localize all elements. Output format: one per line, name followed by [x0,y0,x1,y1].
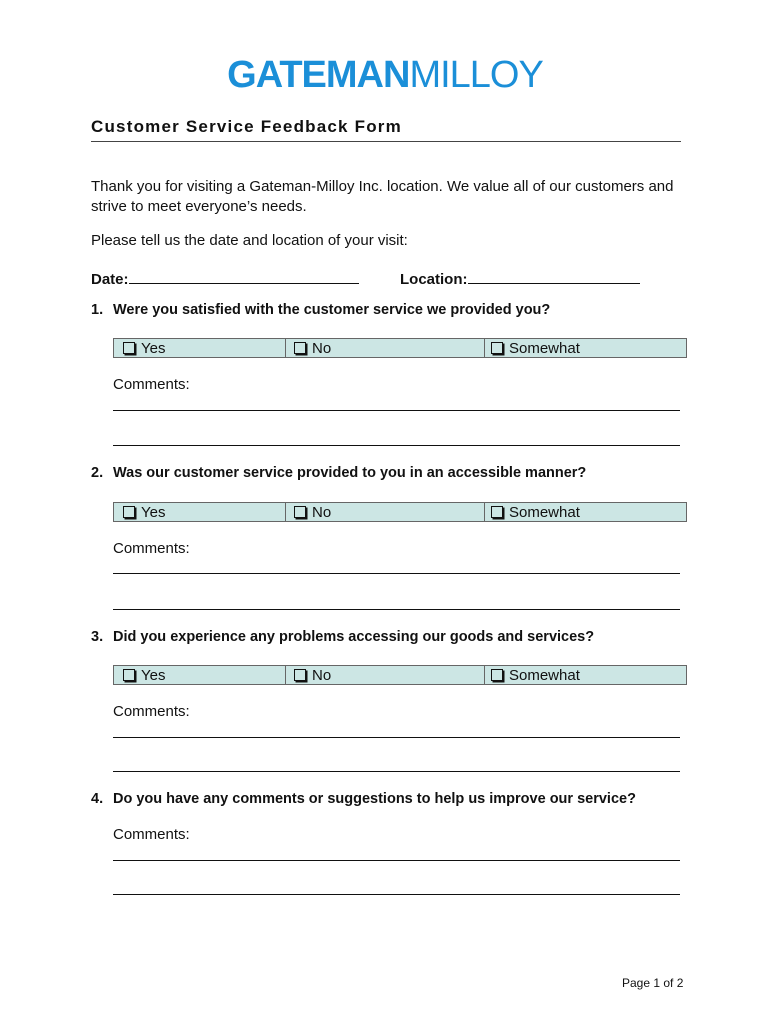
question-text: Were you satisfied with the customer service we provided you? [113,302,551,318]
comment-line[interactable] [113,771,680,772]
checkbox-icon[interactable] [491,669,503,681]
date-blank[interactable] [129,267,359,284]
intro-paragraph: Thank you for visiting a Gateman-Milloy Inc. location. We value all of our customers and strive to meet everyone’s needs. [91,178,674,215]
location-label: Location [400,271,463,288]
cell-divider [285,666,286,684]
question-1 [91,302,550,318]
checkbox-icon[interactable] [294,342,306,354]
question-text: Do you have any comments or suggestions to help us improve our service? [113,791,636,807]
option-yes[interactable] [123,503,165,522]
form-title: Customer Service Feedback Form [91,117,681,142]
question-2 [91,465,586,481]
checkbox-icon[interactable] [294,669,306,681]
comments-label: Comments: [113,703,190,720]
option-somewhat[interactable] [491,339,580,358]
comment-line[interactable] [113,445,680,446]
comments-label: Comments: [113,826,190,843]
question-number: 1. [91,302,104,318]
option-no[interactable] [294,666,331,685]
option-no[interactable] [294,503,331,522]
cell-divider [285,503,286,521]
cell-divider [484,339,485,357]
checkbox-icon[interactable] [123,669,135,681]
comment-line[interactable] [113,573,680,574]
option-label: Somewhat [509,504,580,521]
comment-line[interactable] [113,894,680,895]
option-label: Yes [141,504,166,521]
option-somewhat[interactable] [491,666,580,685]
question-text: Was our customer service provided to you in an accessible manner? [113,465,587,481]
options-row-3 [113,665,687,685]
comments-label: Comments: [113,376,190,393]
checkbox-icon[interactable] [123,342,135,354]
checkbox-icon[interactable] [294,506,306,518]
option-label: No [312,667,332,684]
question-number: 2. [91,465,104,481]
comment-line[interactable] [113,737,680,738]
comment-line[interactable] [113,410,680,411]
option-yes[interactable] [123,666,165,685]
option-no[interactable] [294,339,331,358]
question-4 [91,791,636,807]
visit-prompt: Please tell us the date and location of your visit: [91,232,408,249]
question-text: Did you experience any problems accessing our goods and services? [113,629,595,645]
option-label: Somewhat [509,340,580,357]
option-label: No [312,504,332,521]
question-number: 4. [91,791,104,807]
date-field[interactable]: Date: [91,267,359,288]
options-row-2 [113,502,687,522]
checkbox-icon[interactable] [491,342,503,354]
comment-line[interactable] [113,860,680,861]
option-label: Yes [141,667,166,684]
logo-text-gateman: GATEMAN [227,54,410,96]
location-field[interactable]: Location: [400,267,640,288]
logo-text-milloy: MILLOY [409,54,543,96]
option-yes[interactable] [123,339,165,358]
comment-line[interactable] [113,609,680,610]
option-label: Somewhat [509,667,580,684]
option-label: No [312,340,332,357]
cell-divider [484,503,485,521]
option-somewhat[interactable] [491,503,580,522]
question-3 [91,629,594,645]
comments-label: Comments: [113,540,190,557]
cell-divider [285,339,286,357]
options-row-1 [113,338,687,358]
date-label: Date [91,271,124,288]
cell-divider [484,666,485,684]
page-number: Page 1 of 2 [622,976,684,990]
checkbox-icon[interactable] [491,506,503,518]
company-logo [0,52,770,98]
location-blank[interactable] [468,267,640,284]
option-label: Yes [141,340,166,357]
checkbox-icon[interactable] [123,506,135,518]
question-number: 3. [91,629,104,645]
